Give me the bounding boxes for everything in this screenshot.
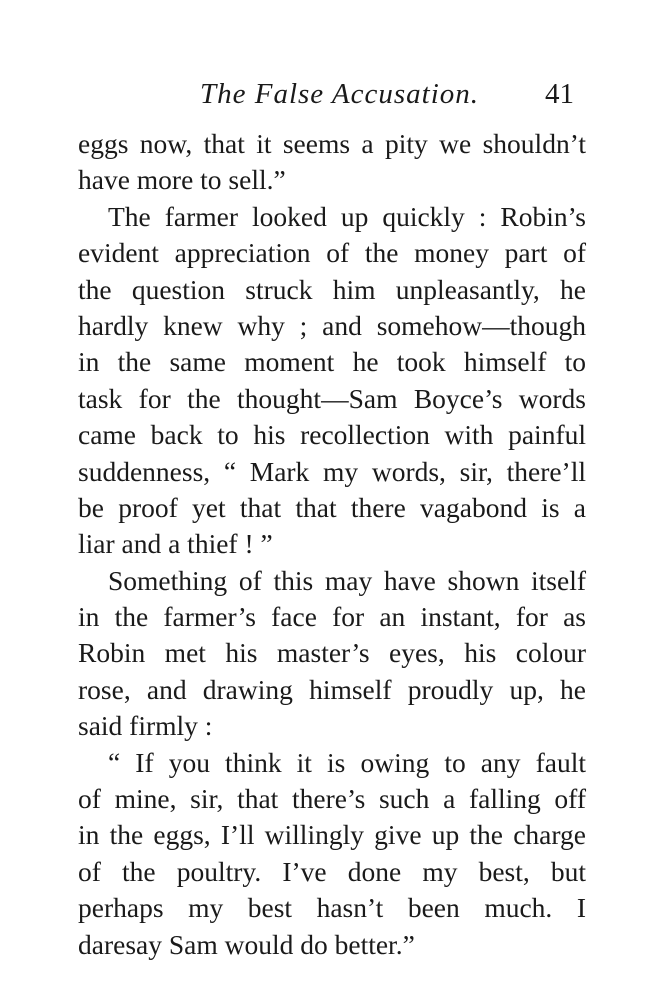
text-line: have more to sell.” [78,164,286,196]
text-line: Something of this may have shown itself [108,564,586,596]
text-line: of the poultry. I’ve done my best, but [78,855,586,887]
body-text [78,126,586,963]
running-head [0,78,667,114]
text-line: rose, and drawing himself proudly up, he [78,673,586,705]
text-line: Robin met his master’s eyes, his colour [78,637,586,669]
page-number: 41 [545,78,574,110]
text-line: “ If you think it is owing to any fault [108,746,586,778]
text-line: of mine, sir, that there’s such a falling off [78,783,586,815]
text-line: perhaps my best hasn’t been much. I [78,892,586,924]
text-line: be proof yet that that there vagabond is a [78,491,586,523]
text-line: task for the thought—Sam Boyce’s words [78,382,586,414]
text-line: liar and a thief ! ” [78,528,273,560]
text-line: came back to his recollection with painful [78,419,586,451]
text-line: suddenness, “ Mark my words, sir, there’ll [78,455,586,487]
text-line: daresay Sam would do better.” [78,928,415,960]
text-line: said firmly : [78,710,213,742]
text-line: in the farmer’s face for an instant, for as [78,601,586,633]
text-line: the question struck him unpleasantly, he [78,273,586,305]
text-line: eggs now, that it seems a pity we shouldn’t [78,128,586,159]
text-line: hardly knew why ; and somehow—though [78,309,586,341]
running-title: The False Accusation. [200,78,480,110]
text-line: The farmer looked up quickly : Robin’s [108,200,586,232]
text-line: evident appreciation of the money part of [78,237,586,269]
text-line: in the same moment he took himself to [78,346,586,378]
text-line: in the eggs, I’ll willingly give up the charge [78,819,586,851]
